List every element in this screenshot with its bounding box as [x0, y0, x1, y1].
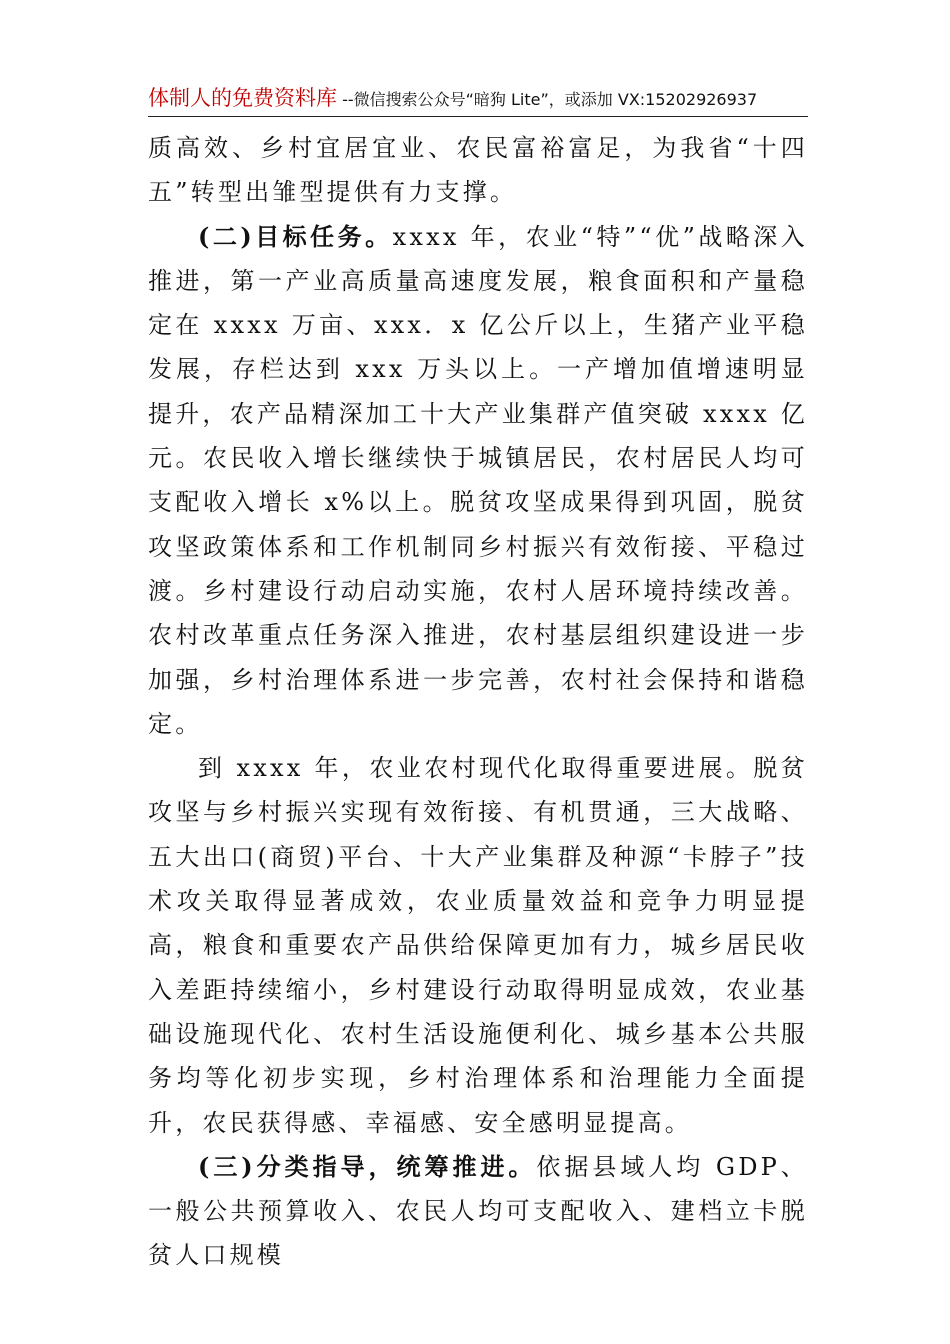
page-header [148, 82, 808, 117]
paragraph-target-tasks [148, 215, 808, 747]
document-body [148, 126, 808, 1278]
paragraph-text: xxxx 年，农业“特”“优”战略深入推进，第一产业高质量高速度发展，粮食面积和产量稳定在 xxxx 万亩、xxx．x 亿公斤以上，生猪产业平稳发展，存栏达到 xxx 万头以上。一产增加值增速明显提升，农产品精深加工十大产业集群产值突破 xxxx 亿元。农民收入增长继续快于城镇居民，农村居民人均可支配收入增长 x%以上。脱贫攻坚成果得到巩固，脱贫攻坚政策体系和工作机制同乡村振兴有效衔接、平稳过渡。乡村建设行动启动实施，农村人居环境持续改善。农村改革重点任务深入推进，农村基层组织建设进一步加强，乡村治理体系进一步完善，农村社会保持和谐稳定。 [148, 222, 808, 738]
section-heading: (二)目标任务。 [198, 221, 393, 251]
paragraph-classified-guidance [148, 1145, 808, 1278]
paragraph-modernization [148, 746, 808, 1145]
paragraph-text: 质高效、乡村宜居宜业、农民富裕富足，为我省“十四五”转型出雏型提供有力支撑。 [148, 134, 808, 207]
paragraph-text: 到 xxxx 年，农业农村现代化取得重要进展。脱贫攻坚与乡村振兴实现有效衔接、有机贯通，三大战略、五大出口(商贸)平台、十大产业集群及种源“卡脖子”技术攻关取得显著成效，农业质量效益和竞争力明显提高，粮食和重要农产品供给保障更加有力，城乡居民收入差距持续缩小，乡村建设行动取得明显成效，农业基础设施现代化、农村生活设施便利化、城乡基本公共服务均等化初步实现，乡村治理体系和治理能力全面提升，农民获得感、幸福感、安全感明显提高。 [148, 754, 808, 1137]
paragraph-continuation [148, 126, 808, 215]
header-note: --微信搜索公众号“暗狗 Lite”，或添加 VX:15202926937 [342, 90, 758, 109]
paragraph-text: 依据县域人均 GDP、一般公共预算收入、农民人均可支配收入、建档立卡脱贫人口规模 [148, 1152, 808, 1270]
section-heading: (三)分类指导，统筹推进。 [198, 1151, 537, 1181]
header-brand: 体制人的免费资料库 [148, 86, 337, 110]
